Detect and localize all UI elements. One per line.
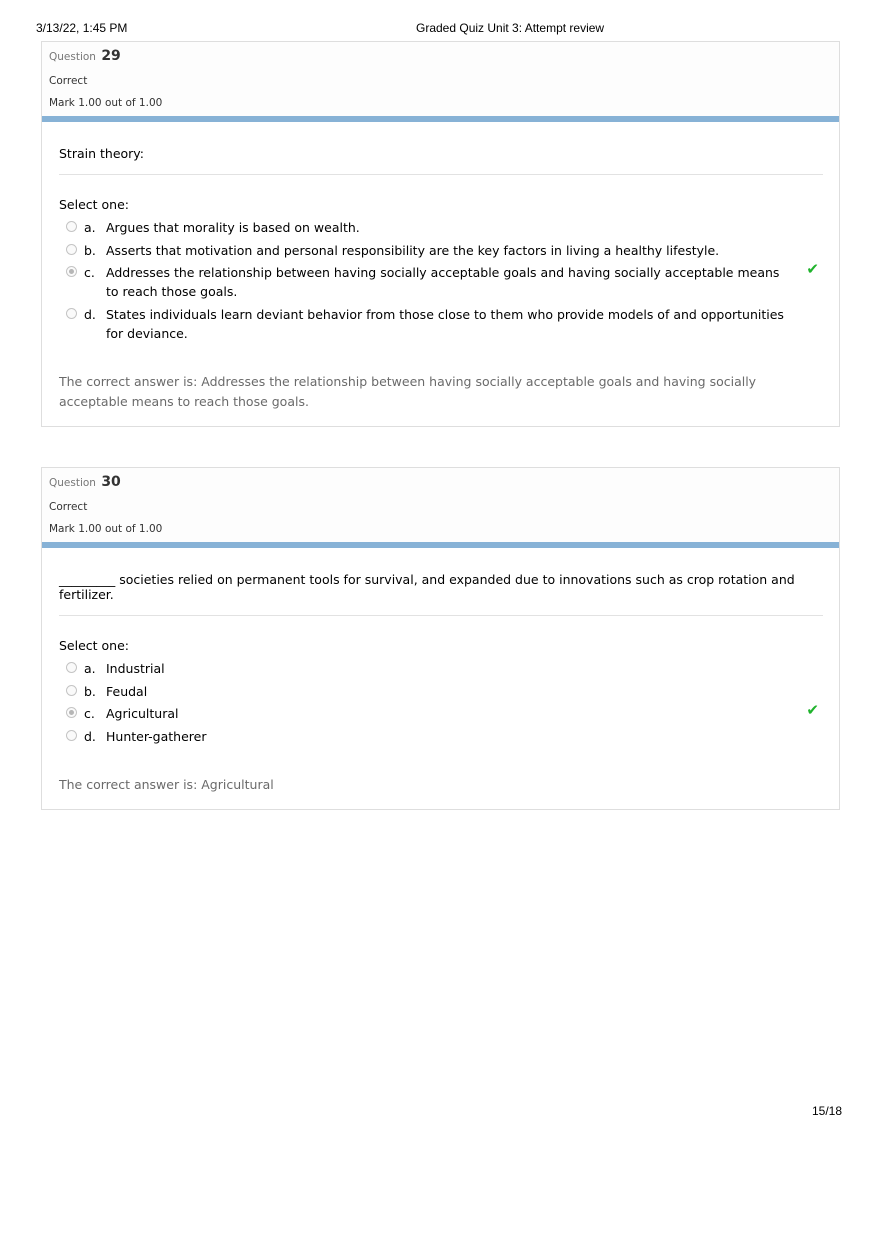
print-page-number: 15/18 xyxy=(811,1104,842,1118)
answer-option-a[interactable] xyxy=(59,659,823,678)
option-text: Feudal xyxy=(106,683,148,699)
question-grade: Mark 1.00 out of 1.00 xyxy=(49,97,163,109)
question-label: Question xyxy=(49,51,96,63)
radio-icon[interactable] xyxy=(66,730,77,741)
question-number xyxy=(49,48,832,70)
option-text: States individuals learn deviant behavior from those close to them who provide models of and opportunities for deviance. xyxy=(106,306,784,341)
question-info xyxy=(42,468,839,542)
option-letter: a. xyxy=(84,220,96,235)
answer-option-b[interactable] xyxy=(59,682,823,701)
option-letter: c. xyxy=(84,706,95,721)
option-letter: d. xyxy=(84,306,96,322)
radio-icon[interactable] xyxy=(66,662,77,673)
option-letter: b. xyxy=(84,683,96,699)
correct-answer-feedback: The correct answer is: Agricultural xyxy=(59,777,274,792)
radio-icon[interactable] xyxy=(66,221,77,232)
question-30 xyxy=(41,467,840,810)
radio-icon[interactable] xyxy=(66,308,77,319)
question-number xyxy=(49,474,832,496)
option-text: Hunter-gatherer xyxy=(106,728,207,744)
question-info xyxy=(42,42,839,116)
option-text: Argues that morality is based on wealth. xyxy=(106,220,360,235)
answer-option-c[interactable] xyxy=(59,260,823,301)
option-text: Agricultural xyxy=(106,706,179,721)
question-text: _________ societies relied on permanent tools for survival, and expanded due to innovations such as crop rotation and fertilizer. xyxy=(59,548,823,616)
option-text: Asserts that motivation and personal responsibility are the key factors in living a healthy lifestyle. xyxy=(106,242,720,258)
radio-checked-icon[interactable] xyxy=(66,266,77,277)
answer-option-d[interactable] xyxy=(59,727,823,746)
print-date: 3/13/22, 1:45 PM xyxy=(36,21,128,35)
print-title: Graded Quiz Unit 3: Attempt review xyxy=(416,21,605,35)
question-grade: Mark 1.00 out of 1.00 xyxy=(49,523,163,535)
select-one-label: Select one: xyxy=(59,638,130,653)
option-text: Industrial xyxy=(106,661,165,676)
question-state: Correct xyxy=(49,501,88,513)
check-icon: ✔ xyxy=(806,701,819,719)
question-content xyxy=(42,548,839,809)
answer-option-c[interactable] xyxy=(59,701,823,723)
select-one-label: Select one: xyxy=(59,197,130,212)
option-letter: b. xyxy=(84,242,96,258)
question-state: Correct xyxy=(49,75,88,87)
answer-option-b[interactable] xyxy=(59,241,823,260)
question-number-value: 29 xyxy=(101,48,121,64)
question-29 xyxy=(41,41,840,427)
option-letter: c. xyxy=(84,265,95,280)
print-header xyxy=(36,21,844,37)
question-number-value: 30 xyxy=(101,474,121,490)
radio-icon[interactable] xyxy=(66,244,77,255)
option-letter: a. xyxy=(84,661,96,676)
radio-checked-icon[interactable] xyxy=(66,707,77,718)
option-letter: d. xyxy=(84,728,96,744)
option-text: Addresses the relationship between having socially acceptable goals and having socially acceptable means to reach those goals. xyxy=(106,265,780,299)
question-label: Question xyxy=(49,477,96,489)
correct-answer-feedback: The correct answer is: Addresses the relationship between having socially acceptable goals and having socially acceptable means to reach those goals. xyxy=(59,374,757,409)
question-text: Strain theory: xyxy=(59,122,823,175)
radio-icon[interactable] xyxy=(66,685,77,696)
answer-option-a[interactable] xyxy=(59,218,823,237)
answer-option-d[interactable] xyxy=(59,305,823,343)
check-icon: ✔ xyxy=(806,260,819,278)
question-content xyxy=(42,122,839,426)
